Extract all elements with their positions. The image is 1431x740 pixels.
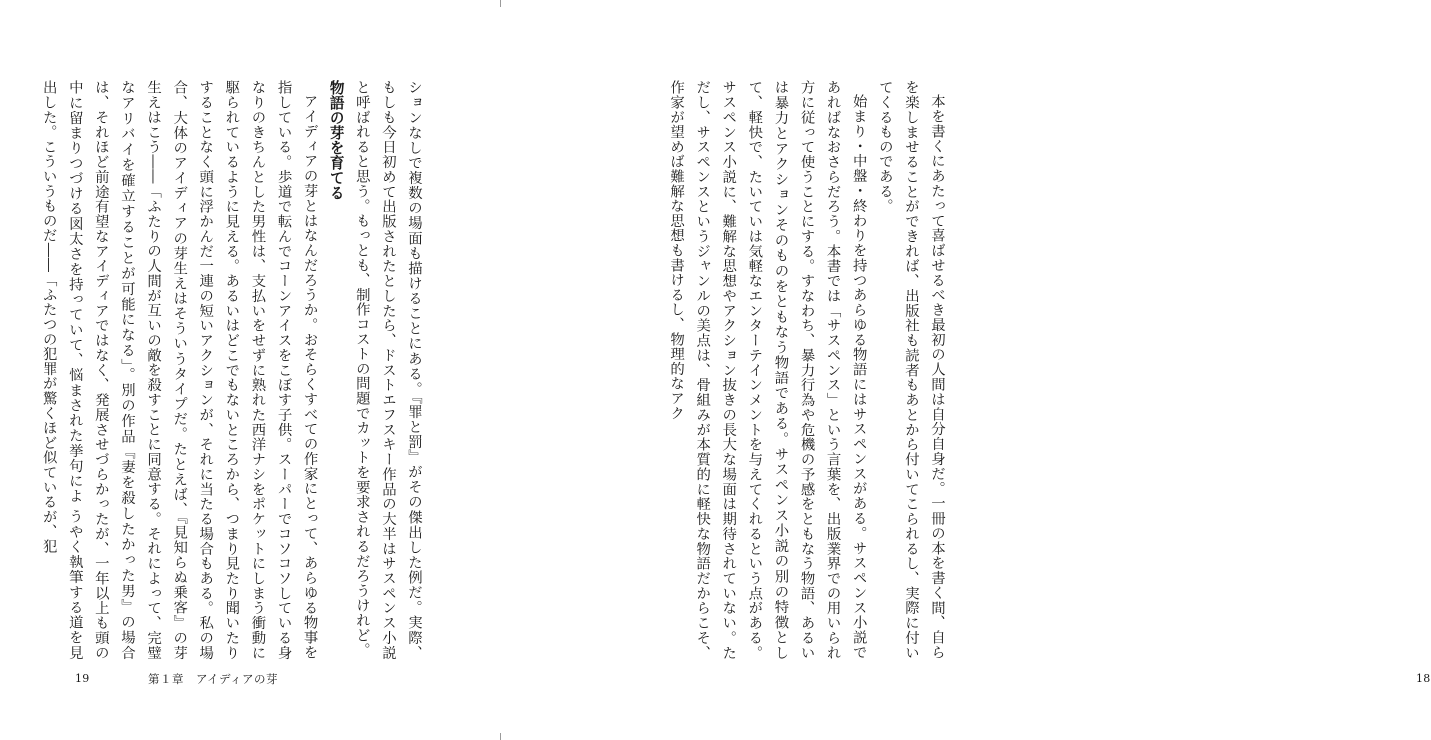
left-page [0,0,500,740]
page-number-right: 18 [1416,672,1431,685]
right-page [500,0,1431,740]
left-page-body [0,80,427,660]
paragraph: 本を書くにあたって喜ばせるべき最初の人間は自分自身だ。一冊の本を書く間、自らを楽しませることができれば、出版社も読者もあとから付いてこられるし、実際に付いてくるものである。 [876,80,945,660]
section-heading: 物語の芽を育てる [327,80,345,200]
running-head: 第１章 アイディアの芽 [148,672,279,686]
paragraph: アイディアの芽とはなんだろうか。おそらくすべての作家にとって、あらゆる物事を指している。歩道で転んでコーンアイスをこぼす子供。スーパーでコソコソしている身なりのきちんとした男性は、支払いをせずに熟れた西洋ナシをポケットにしまう衝動に駆られているように見える。あるいはどこでもないところから、つまり見たり聞いたりすることなく頭に浮かんだ一連の短いアクションが、それに当たる場合もある。私の場合、大体のアイディアの芽生えはそういうタイプだ。たとえば、『見知らぬ乗客』の芽生えはこう――「ふたりの人間が互いの敵を殺すことに同意する。それによって、完璧なアリバイを確立することが可能になる」。別の作品『妻を殺したかった男』の場合は、それほど前途有望なアイディアではなく、発展させづらかったが、一年以上も頭の中に留まりつづける図太さを持っていて、悩まされた挙句によ うやく執筆する道を見出した。こういうものだ――「ふたつの犯罪が驚くほど似ているが、犯 [40,80,318,660]
paragraph-continued: ションなしで複数の場面も描けることにある。『罪と罰』がその傑出した例だ。実際、もしも今日初めて出版されたとしたら、ドストエフスキー作品の大半はサスペンス小説と呼ばれると思う。もっとも、制作コストの問題でカットを要求されるだろうけれど。 [353,80,422,660]
page-number-left: 19 [75,672,90,685]
paragraph: 始まり・中盤・終わりを持つあらゆる物語にはサスペンスがある。サスペンス小説であればなおさらだろう。本書では「サスペンス」という言葉を、出版業界での用いられ方に従って使うことにする。すなわち、暴力行為や危機の予感をともなう物語、あるいは暴力とアクションそのものをともなう物語である。サスペンス小説の別の特徴として、軽快で、たいていは気軽なエンターテインメントを与えてくれるという点がある。サスペンス小説に、難解な思想やアクション抜きの長大な場面は期待されていない。ただし、サスペンスというジャンルの美点は、骨組みが本質的に軽快な物語だからこそ、作家が望めば難解な思想も書けるし、物理的なアク [668,80,867,660]
